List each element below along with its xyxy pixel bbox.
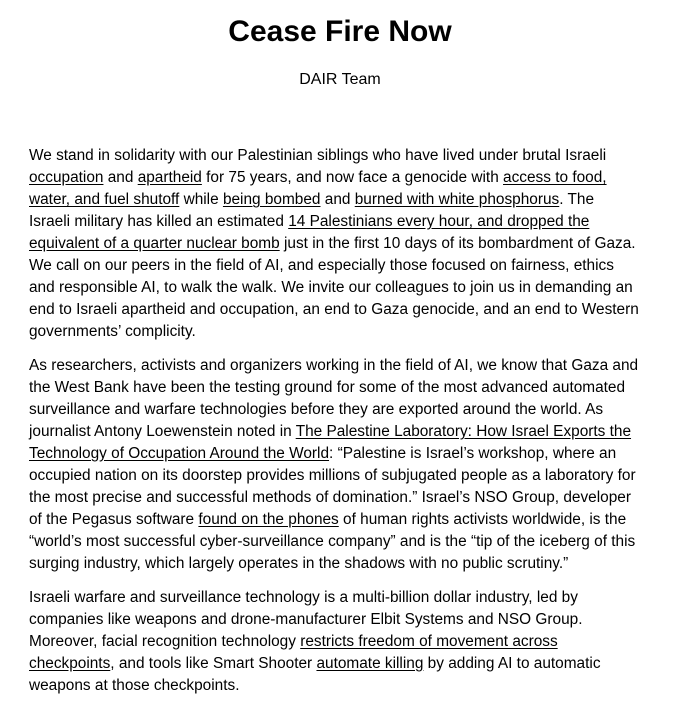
paragraph-text: and xyxy=(103,169,138,186)
page-title: Cease Fire Now xyxy=(228,15,452,48)
link-palestine-laboratory[interactable]: The Palestine Laboratory: How Israel Exports the Technology of Occupation Around the World xyxy=(29,423,632,462)
paragraph-1 xyxy=(29,145,639,343)
paragraph-text: As researchers, activists and organizers working in the field of AI, we know that Gaza and the West Bank have been the testing ground for some of the most advanced automated surveillance and warfare technologies before they are exported around the world. As journalist Antony Loewenstein noted in xyxy=(29,357,639,440)
paragraph-text: . The Israeli military has killed an estimated xyxy=(29,191,595,230)
link-being-bombed[interactable]: being bombed xyxy=(222,191,321,208)
link-found-on-phones[interactable]: found on the phones xyxy=(198,511,339,528)
link-access-shutoff[interactable]: access to food, water, and fuel shutoff xyxy=(29,169,607,208)
paragraph-text: by adding AI to automatic weapons at those checkpoints. xyxy=(29,655,601,694)
paragraph-text: while xyxy=(179,191,223,208)
paragraph-text: for 75 years, and now face a genocide with xyxy=(201,169,504,186)
link-occupation[interactable]: occupation xyxy=(29,169,104,186)
paragraph-text: : “Palestine is Israel’s workshop, where an occupied nation on its doorstep provides millions of subjugated people as a laboratory for the most precise and successful methods of domination.” Israel’s NSO Group, developer of the Pegasus software xyxy=(29,445,636,528)
link-palestinians-killed[interactable]: 14 Palestinians every hour, and dropped the equivalent of a quarter nuclear bomb xyxy=(29,213,590,252)
article-body xyxy=(29,145,639,709)
paragraph-text: We stand in solidarity with our Palestinian siblings who have lived under brutal Israeli xyxy=(29,147,607,164)
paragraph-text: and xyxy=(320,191,355,208)
paragraph-text: Israeli warfare and surveillance technology is a multi-billion dollar industry, led by companies like weapons and drone-manufacturer Elbit Systems and NSO Group. Moreover, facial recognition technology xyxy=(29,589,583,650)
paragraph-text: just in the first 10 days of its bombardment of Gaza. We call on our peers in the field of AI, and especially those focused on fairness, ethics and responsible AI, to walk the walk. We invite our colleagues to join us in demanding an end to Israeli apartheid and occupation, an end to Gaza genocide, and an end to Western governments’ complicity. xyxy=(29,235,639,340)
paragraph-3 xyxy=(29,587,639,697)
paragraph-2 xyxy=(29,355,639,575)
paragraph-text: , and tools like Smart Shooter xyxy=(110,655,317,672)
paragraph-text: of human rights activists worldwide, is the “world’s most successful cyber-surveillance company” and is the “tip of the iceberg of this surging industry, which largely operates in the shadows with no public scrutiny.” xyxy=(29,511,636,572)
author-byline: DAIR Team xyxy=(299,71,381,88)
link-white-phosphorus[interactable]: burned with white phosphorus xyxy=(354,191,560,208)
link-apartheid[interactable]: apartheid xyxy=(137,169,202,186)
link-restricts-freedom[interactable]: restricts freedom of movement across checkpoints xyxy=(29,633,558,672)
link-automate-killing[interactable]: automate killing xyxy=(316,655,424,672)
